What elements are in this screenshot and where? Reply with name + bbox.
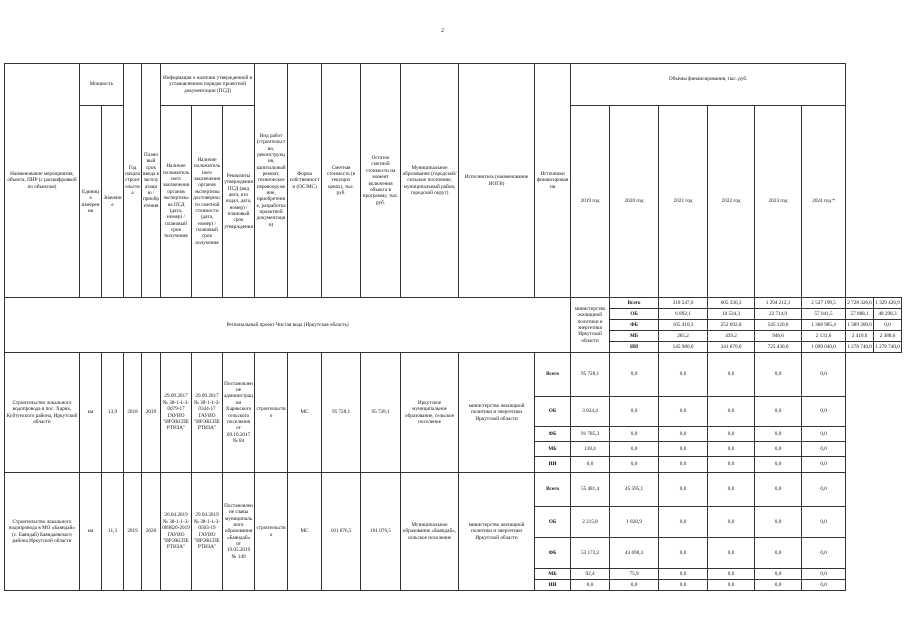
page-number: 2 xyxy=(441,28,444,34)
value-cell: 2 728 326,6 xyxy=(846,298,874,309)
value-cell: 0,0 xyxy=(802,427,846,442)
value-cell: 0,0 xyxy=(708,538,755,569)
value-cell: 0,0 xyxy=(755,427,802,442)
object-remaining: 101 076,5 xyxy=(361,473,401,591)
value-cell: 48 298,3 xyxy=(874,309,902,320)
object-unit: км xyxy=(80,353,102,473)
value-cell: 145 980,0 xyxy=(659,342,708,353)
header-psd-expertise: Наличие положительного заключения органов экспертизы на ПСД (дата, номер) / плановый срок получения xyxy=(161,106,192,298)
header-year-2019: 2019 год xyxy=(571,106,610,298)
object-value: 11,3 xyxy=(102,473,124,591)
value-cell: 0,0 xyxy=(755,397,802,427)
object-value: 13,9 xyxy=(102,353,124,473)
value-cell: 6 892,1 xyxy=(659,309,708,320)
object-start-year: 2018 xyxy=(124,353,142,473)
value-cell: 92,4 xyxy=(571,569,610,580)
source-label: МБ xyxy=(535,442,571,457)
value-cell: 1 294 212,1 xyxy=(755,298,802,309)
value-cell: 53 173,2 xyxy=(571,538,610,569)
value-cell: 1 278 740,0 xyxy=(846,342,874,353)
value-cell: 725 430,0 xyxy=(755,342,802,353)
header-year-2021: 2021 год xyxy=(659,106,708,298)
regional-executor: министерство жилищной политики и энергетики Иркутской области xyxy=(571,298,610,353)
header-start-year: Год начала строительства xyxy=(124,64,142,298)
header-value: Значение xyxy=(102,106,124,298)
value-cell: 0,0 xyxy=(610,427,659,442)
value-cell: 0,0 xyxy=(708,427,755,442)
header-municipality: Муниципальное образование (городской/сельское поселение, муниципальный район, городской округ) xyxy=(401,64,459,298)
value-cell: 165 410,3 xyxy=(659,320,708,331)
value-cell: 2 215,8 xyxy=(571,507,610,538)
value-cell: 91 785,3 xyxy=(571,427,610,442)
value-cell: 0,0 xyxy=(659,457,708,473)
source-label: ФБ xyxy=(535,538,571,569)
value-cell: 0,0 xyxy=(755,353,802,397)
value-cell: 2 527 199,5 xyxy=(802,298,846,309)
header-name: Наименование мероприятия, объекта, ПИР (с расшифровкой по объектам) xyxy=(5,64,80,298)
value-cell: 0,0 xyxy=(659,427,708,442)
value-cell: 0,0 xyxy=(755,442,802,457)
value-cell: 1 389 300,6 xyxy=(846,320,874,331)
value-cell: 0,0 xyxy=(874,320,902,331)
value-cell: 0,0 xyxy=(802,538,846,569)
value-cell: 341 670,0 xyxy=(708,342,755,353)
value-cell: 0,0 xyxy=(802,457,846,473)
value-cell: 2 388,6 xyxy=(874,331,902,342)
value-cell: 2 410,0 xyxy=(846,331,874,342)
value-cell: 0,0 xyxy=(708,473,755,507)
source-label: МБ xyxy=(535,569,571,580)
value-cell: 0,0 xyxy=(571,457,610,473)
header-psd-info: Информация о наличии утвержденной в установленном порядке проектной документации (ПСД) xyxy=(161,64,255,106)
object-est-cost: 95 728,1 xyxy=(322,353,361,473)
value-cell: 0,0 xyxy=(659,538,708,569)
source-label: ОБ xyxy=(535,397,571,427)
value-cell: 0,0 xyxy=(802,442,846,457)
object-unit: км xyxy=(80,473,102,591)
value-cell: 1 368 985,4 xyxy=(802,320,846,331)
value-cell: 0,0 xyxy=(755,580,802,591)
object-municipality: Муниципальное образование «Баяндай», сельское поселение xyxy=(401,473,459,591)
object-est-cost: 101 076,5 xyxy=(322,473,361,591)
header-cost-expertise: Наличие положительного заключения органов экспертизы достоверности сметной стоимости (дата, номер) / плановый срок получения xyxy=(192,106,223,298)
value-cell: 55 481,4 xyxy=(571,473,610,507)
object-ownership: МС xyxy=(288,353,322,473)
value-cell: 43 698,3 xyxy=(610,538,659,569)
value-cell: 0,0 xyxy=(659,353,708,397)
object-psd-expertise: 26.04.2019 № 38-1-1-3-009826-2019 ГАУИО "ИРЭКСПЕРТИЗА" xyxy=(161,473,192,591)
value-cell: 0,0 xyxy=(755,569,802,580)
header-ownership: Форма собственности (ОС/МС) xyxy=(288,64,322,298)
value-cell: 0,0 xyxy=(610,457,659,473)
object-work-type: строительство xyxy=(255,353,288,473)
table-row xyxy=(5,298,902,309)
header-year-2022: 2022 год xyxy=(708,106,755,298)
value-cell: 0,0 xyxy=(610,353,659,397)
value-cell: 0,0 xyxy=(802,507,846,538)
value-cell: 946,6 xyxy=(755,331,802,342)
header-psd-approval: Реквизиты утверждения ПСД (вид акта, кто издал, дата, номер) / плановый срок утверждения xyxy=(223,106,255,298)
object-work-type: строительство xyxy=(255,473,288,591)
value-cell: 118,4 xyxy=(571,442,610,457)
object-municipality: Иркутское муниципальное образование, сельское поселение xyxy=(401,353,459,473)
value-cell: 0,0 xyxy=(708,507,755,538)
value-cell: 0,0 xyxy=(802,473,846,507)
value-cell: 439,2 xyxy=(708,331,755,342)
table-row xyxy=(5,353,902,397)
source-label: ИИ xyxy=(535,457,571,473)
object-approval: Постановление администрации Харикского сельского поселения от 09.10.2017 № 84 xyxy=(223,353,255,473)
object-name: Строительство локального водопровода в пос. Харик, Куйтунского района, Иркутской области xyxy=(5,353,80,473)
value-cell: 0,0 xyxy=(802,569,846,580)
value-cell: 0,0 xyxy=(659,569,708,580)
value-cell: 1 820,9 xyxy=(610,507,659,538)
header-funding: Объемы финансирования, тыс. руб. xyxy=(571,64,846,106)
value-cell: 0,0 xyxy=(659,580,708,591)
source-label: Всего xyxy=(535,353,571,397)
value-cell: 95 728,1 xyxy=(571,353,610,397)
source-label: МБ xyxy=(610,331,659,342)
value-cell: 0,0 xyxy=(708,569,755,580)
object-plan-year: 2019 xyxy=(142,353,161,473)
value-cell: 0,0 xyxy=(802,397,846,427)
value-cell: 0,0 xyxy=(610,397,659,427)
value-cell: 0,0 xyxy=(708,457,755,473)
table-row xyxy=(5,473,902,507)
value-cell: 1 278 740,0 xyxy=(874,342,902,353)
source-label: ФБ xyxy=(610,320,659,331)
object-psd-expertise: 29.09.2017 № 38-1-1-3-0079-17 ГАУИО "ИРЭКСПЕРТИЗА" xyxy=(161,353,192,473)
value-cell: 318 547,6 xyxy=(659,298,708,309)
object-executor: министерство жилищной политики и энергетики Иркутской области xyxy=(459,353,535,473)
object-cost-expertise: 29.09.2017 № 38-1-1-3-0344-17 ГАУИО "ИРЭКСПЕРТИЗА" xyxy=(192,353,223,473)
value-cell: 0,0 xyxy=(755,473,802,507)
value-cell: 0,0 xyxy=(571,580,610,591)
source-label: ОБ xyxy=(535,507,571,538)
header-work-type: Вид работ (строительство, реконструкция, капитальный ремонт, техническое перевооружение, приобретение, разработка проектной документации) xyxy=(255,64,288,298)
header-est-cost: Сметная стоимость (в текущих ценах), тыс. руб. xyxy=(322,64,361,298)
financing-table xyxy=(4,63,902,591)
value-cell: 0,0 xyxy=(755,457,802,473)
value-cell: 0,0 xyxy=(802,353,846,397)
object-remaining: 95 728,1 xyxy=(361,353,401,473)
value-cell: 1 099 040,0 xyxy=(802,342,846,353)
value-cell: 0,0 xyxy=(708,397,755,427)
value-cell: 3 824,4 xyxy=(571,397,610,427)
value-cell: 252 692,8 xyxy=(708,320,755,331)
value-cell: 0,0 xyxy=(802,580,846,591)
header-year-2023: 2023 год xyxy=(755,106,802,298)
value-cell: 0,0 xyxy=(708,442,755,457)
object-cost-expertise: 29.04.2019 № 38-1-1-3-0503-19 ГАУИО "ИРЭКСПЕРТИЗА" xyxy=(192,473,223,591)
object-executor: министерство жилищной политики и энергетики Иркутской области xyxy=(459,473,535,591)
source-label: Всего xyxy=(535,473,571,507)
value-cell: 0,0 xyxy=(755,507,802,538)
object-start-year: 2019 xyxy=(124,473,142,591)
source-label: ФБ xyxy=(535,427,571,442)
header-year-2024: 2024 год * xyxy=(802,106,846,298)
source-label: ИИ xyxy=(610,342,659,353)
value-cell: 10 534,3 xyxy=(708,309,755,320)
object-plan-year: 2020 xyxy=(142,473,161,591)
header-remaining: Остаток сметной стоимости на момент включения объекта в программу, тыс. руб. xyxy=(361,64,401,298)
value-cell: 75,9 xyxy=(610,569,659,580)
value-cell: 0,0 xyxy=(610,580,659,591)
value-cell: 0,0 xyxy=(708,353,755,397)
header-unit: Единица измерения xyxy=(80,106,102,298)
value-cell: 0,0 xyxy=(610,442,659,457)
source-label: ОБ xyxy=(610,309,659,320)
value-cell: 0,0 xyxy=(659,473,708,507)
value-cell: 0,0 xyxy=(659,507,708,538)
value-cell: 2 131,6 xyxy=(802,331,846,342)
value-cell: 57 888,1 xyxy=(846,309,874,320)
header-executor: Исполнитель (наименование ИОГВ) xyxy=(459,64,535,298)
value-cell: 605 336,3 xyxy=(708,298,755,309)
value-cell: 0,0 xyxy=(659,397,708,427)
value-cell: 545 120,6 xyxy=(755,320,802,331)
header-capacity: Мощность xyxy=(80,64,124,106)
value-cell: 57 041,5 xyxy=(802,309,846,320)
source-label: ИИ xyxy=(535,580,571,591)
header-sources: Источники финансирования xyxy=(535,64,571,298)
object-ownership: МС xyxy=(288,473,322,591)
header-plan-year: Плановый срок ввода в эксплуатацию / приобретения xyxy=(142,64,161,298)
value-cell: 0,0 xyxy=(755,538,802,569)
value-cell: 265,2 xyxy=(659,331,708,342)
value-cell: 22 714,9 xyxy=(755,309,802,320)
object-name: Строительство локального водопровода в МО «Баяндай» (с. Баяндай) Баяндаевского района Иркутской области xyxy=(5,473,80,591)
regional-project-title: Региональный проект Чистая вода (Иркутская область) xyxy=(5,298,571,353)
value-cell: 45 595,1 xyxy=(610,473,659,507)
value-cell: 1 329 426,9 xyxy=(874,298,902,309)
value-cell: 0,0 xyxy=(659,442,708,457)
source-label: Всего xyxy=(610,298,659,309)
value-cell: 0,0 xyxy=(708,580,755,591)
object-approval: Постановление главы муниципального образования «Баяндай» от 19.05.2019 № 149 xyxy=(223,473,255,591)
header-year-2020: 2020 год xyxy=(610,106,659,298)
